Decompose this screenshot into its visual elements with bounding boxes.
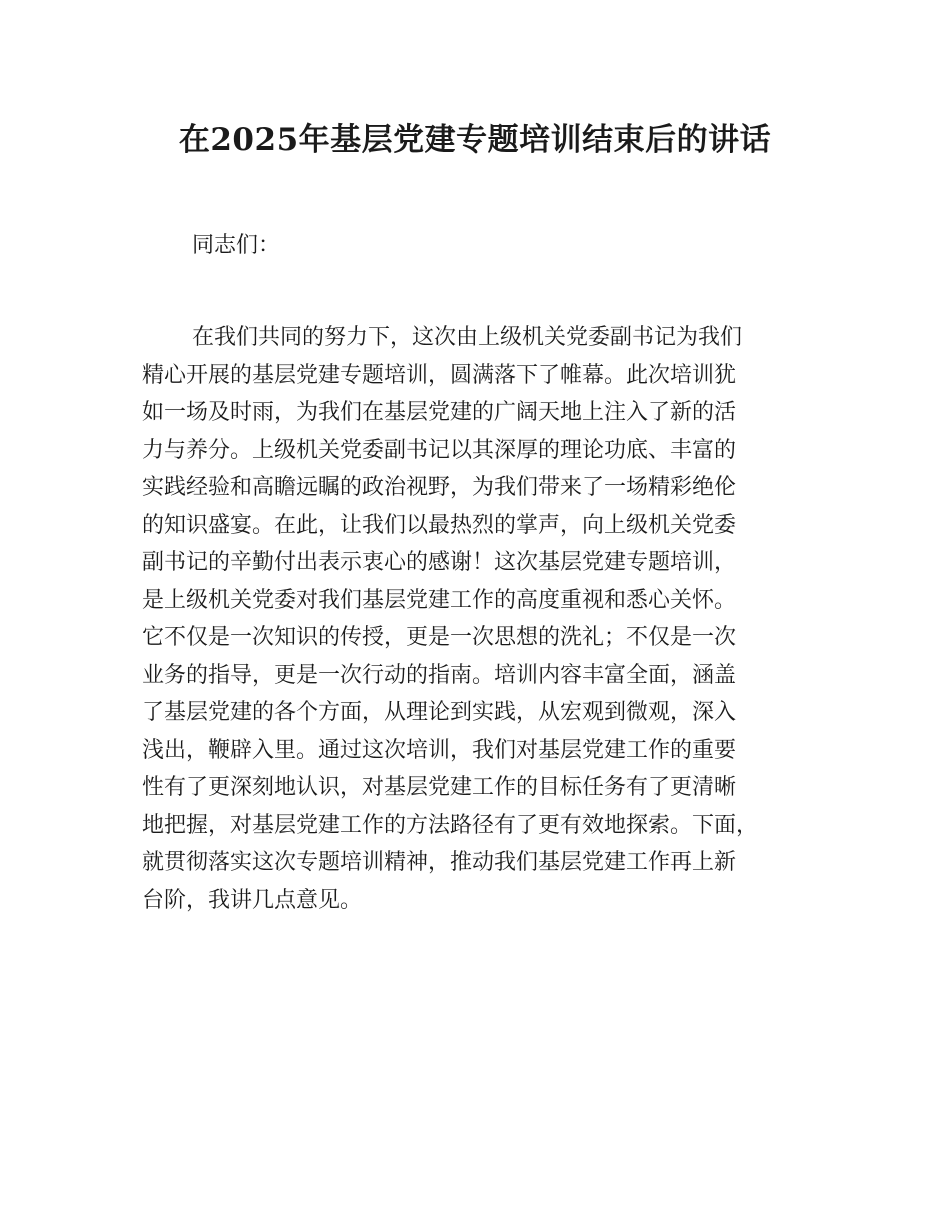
paragraph-line: 副书记的辛勤付出表示衷心的感谢！这次基层党建专题培训， [142,550,737,575]
paragraph-line: 实践经验和高瞻远瞩的政治视野，为我们带来了一场精彩绝伦 [142,475,737,500]
salutation: 同志们： [192,233,281,258]
paragraph-line: 浅出，鞭辟入里。通过这次培训，我们对基层党建工作的重要 [142,737,737,763]
paragraph-line: 如一场及时雨，为我们在基层党建的广阔天地上注入了新的活 [142,400,737,425]
paragraph-line: 性有了更深刻地认识，对基层党建工作的目标任务有了更清晰 [142,775,737,800]
paragraph-line: 了基层党建的各个方面，从理论到实践，从宏观到微观，深入 [142,700,737,725]
document-title: 在2025年基层党建专题培训结束后的讲话 [178,122,772,158]
paragraph-line: 的知识盛宴。在此，让我们以最热烈的掌声，向上级机关党委 [142,512,737,538]
body-paragraph [142,319,842,919]
paragraph-line: 台阶，我讲几点意见。 [142,887,363,913]
paragraph-line: 力与养分。上级机关党委副书记以其深厚的理论功底、丰富的 [142,437,737,463]
paragraph-line: 地把握，对基层党建工作的方法路径有了更有效地探索。下面， [142,812,759,838]
paragraph-line: 是上级机关党委对我们基层党建工作的高度重视和悉心关怀。 [142,587,737,613]
paragraph-line: 精心开展的基层党建专题培训，圆满落下了帷幕。此次培训犹 [142,362,737,388]
paragraph-line: 就贯彻落实这次专题培训精神，推动我们基层党建工作再上新 [142,850,737,875]
paragraph-line: 业务的指导，更是一次行动的指南。培训内容丰富全面，涵盖 [142,662,737,688]
paragraph-line: 它不仅是一次知识的传授，更是一次思想的洗礼；不仅是一次 [142,625,737,650]
paragraph-line: 在我们共同的努力下，这次由上级机关党委副书记为我们 [192,325,743,350]
